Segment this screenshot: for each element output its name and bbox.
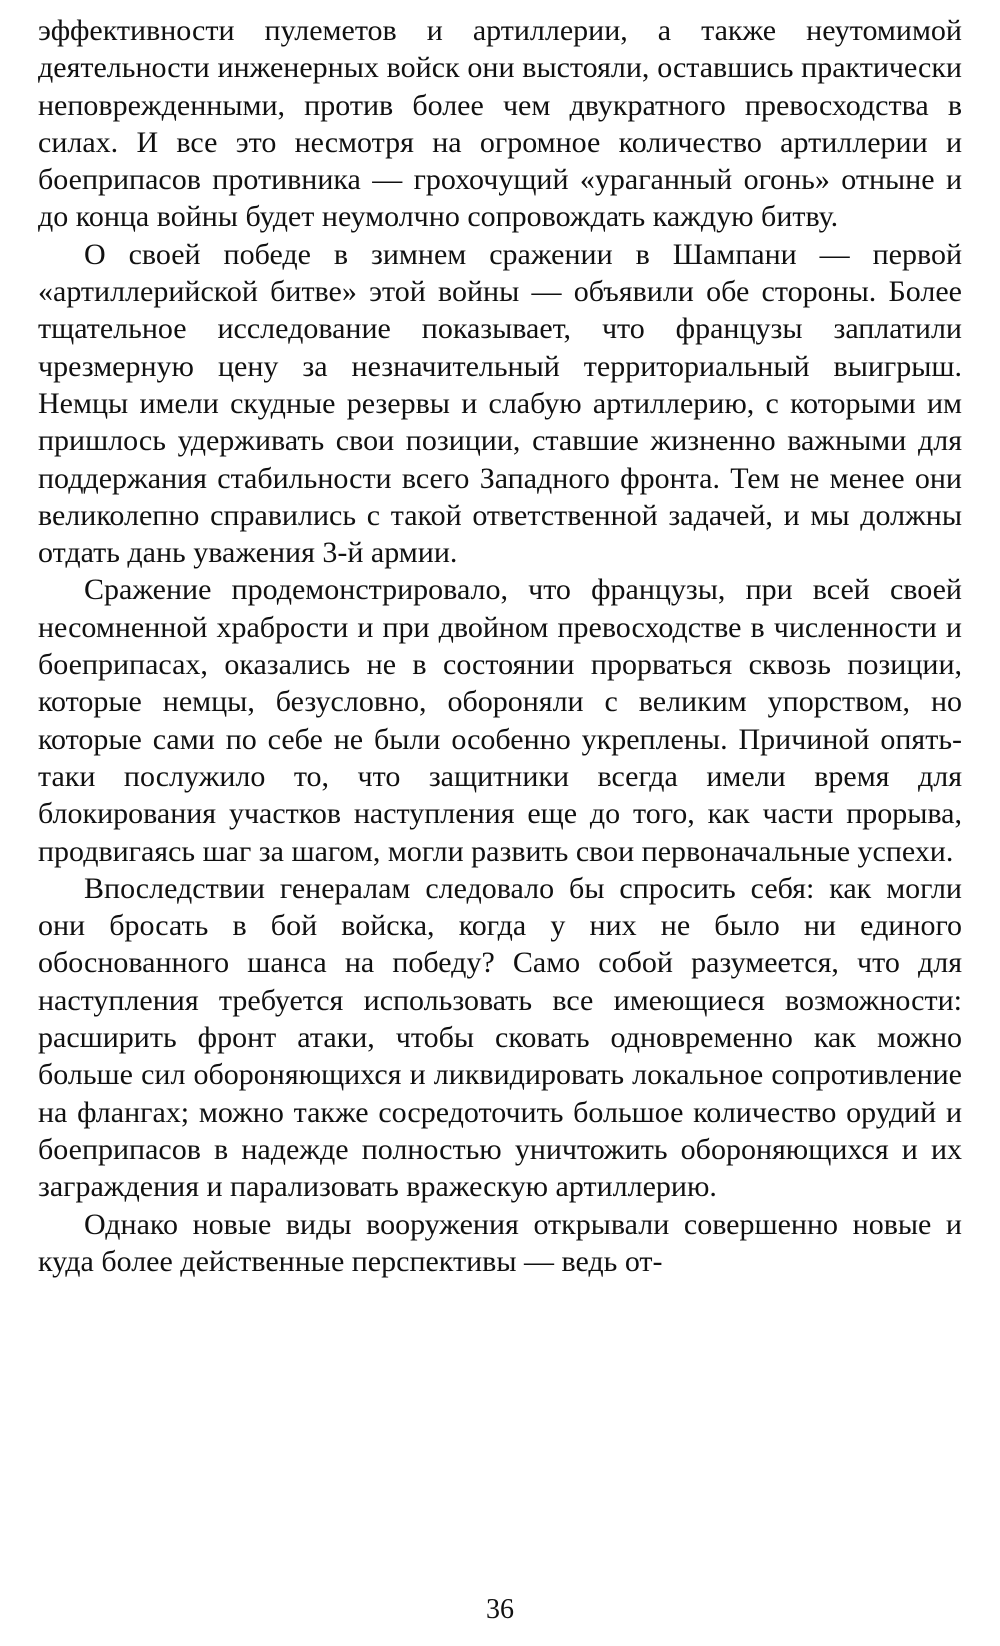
paragraph: Однако новые виды вооружения открывали совершенно новые и куда более действенные перспективы — ведь от- xyxy=(38,1207,962,1278)
page-number: 36 xyxy=(486,1594,514,1625)
paragraph: Сражение продемонстрировало, что французы, при всей своей несомненной храбрости и при двойном превосходстве в численности и боеприпасах, оказались не в состоянии прорваться сквозь позиции, которые немцы, безусловно, обороняли с великим упорством, но которые сами по себе не были особенно укреплены. Причиной опять-таки послужило то, что защитники всегда имели время для блокирования участков наступления еще до того, как части прорыва, продвигаясь шаг за шагом, могли развить свои первоначальные успехи. xyxy=(38,573,962,868)
paragraph: эффективности пулеметов и артиллерии, а также неутомимой деятельности инженерных войск они выстояли, оставшись практически неповрежденными, против более чем двукратного превосходства в силах. И все это несмотря на огромное количество артиллерии и боеприпасов противника — грохочущий «ураганный огонь» отныне и до конца войны будет неумолчно сопровождать каждую битву. xyxy=(38,14,962,234)
body-text xyxy=(38,12,962,1280)
paragraph: Впоследствии генералам следовало бы спросить себя: как могли они бросать в бой войска, когда у них не было ни единого обоснованного шанса на победу? Само собой разумеется, что для наступления требуется использовать все имеющиеся возможности: расширить фронт атаки, чтобы сковать одновременно как можно больше сил обороняющихся и ликвидировать локальное сопротивление на флангах; можно также сосредоточить большое количество орудий и боеприпасов в надежде полностью уничтожить обороняющихся и их заграждения и парализовать вражескую артиллерию. xyxy=(38,871,962,1204)
paragraph: О своей победе в зимнем сражении в Шампани — первой «артиллерийской битве» этой войны — объявили обе стороны. Более тщательное исследование показывает, что французы заплатили чрезмерную цену за незначительный территориальный выигрыш. Немцы имели скудные резервы и слабую артиллерию, с которыми им пришлось удерживать свои позиции, ставшие жизненно важными для поддержания стабильности всего Западного фронта. Тем не менее они великолепно справились с такой ответственной задачей, и мы должны отдать дань уважения 3-й армии. xyxy=(38,237,962,570)
